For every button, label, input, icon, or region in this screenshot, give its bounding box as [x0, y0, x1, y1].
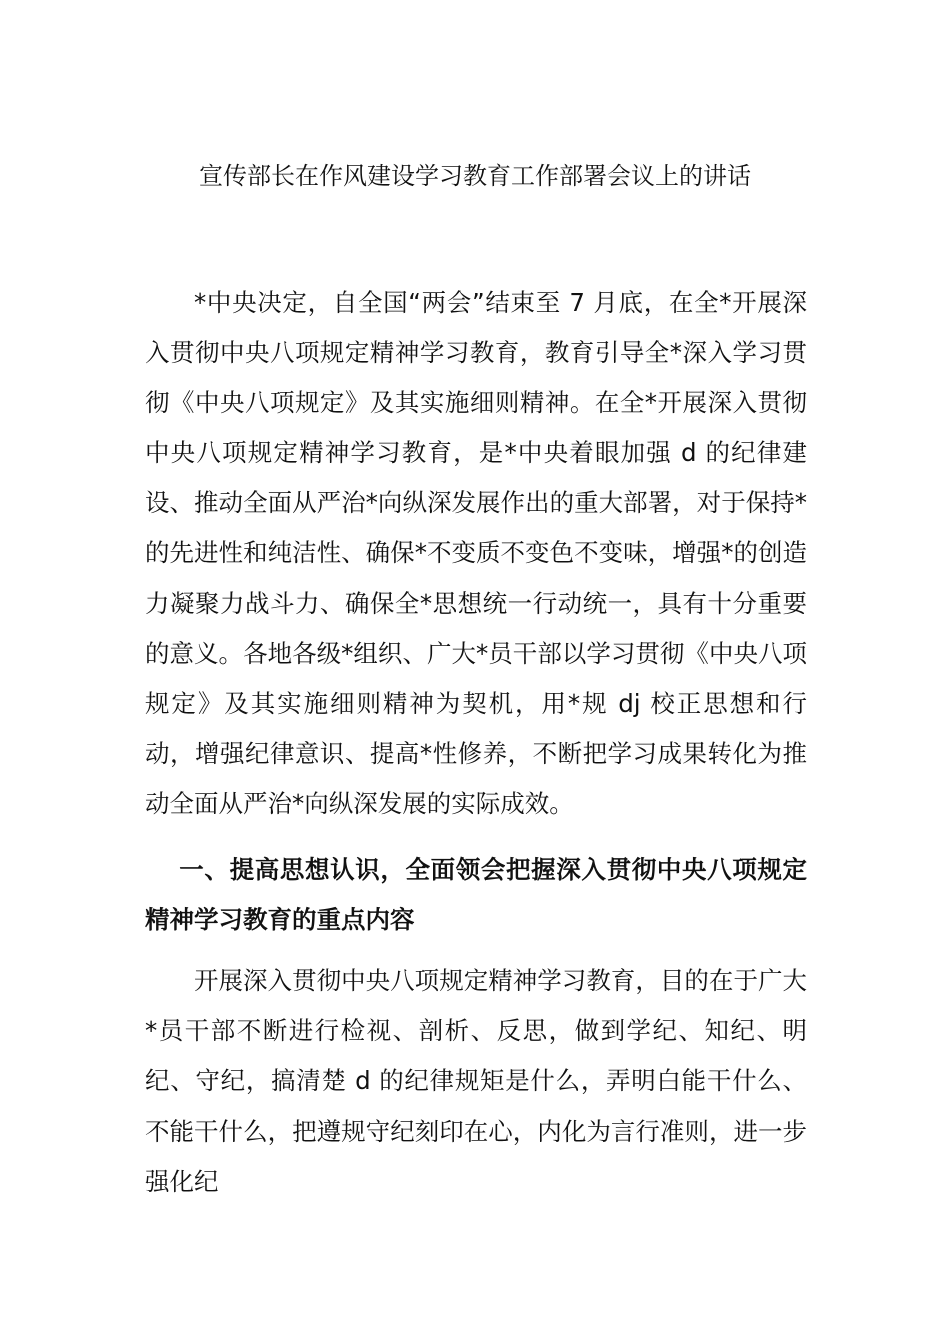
body-paragraph: 开展深入贯彻中央八项规定精神学习教育，目的在于广大*员干部不断进行检视、剖析、反思，做到学纪、知纪、明纪、守纪，搞清楚 d 的纪律规矩是什么，弄明白能干什么、不能干什么，把遵规守纪刻印在心，内化为言行准则，进一步强化纪: [145, 966, 807, 1196]
section-heading: 一、提高思想认识，全面领会把握深入贯彻中央八项规定精神学习教育的重点内容: [145, 855, 807, 935]
document-body: [145, 278, 807, 1207]
body-paragraph: *中央决定，自全国“两会”结束至 7 月底，在全*开展深入贯彻中央八项规定精神学习教育，教育引导全*深入学习贯彻《中央八项规定》及其实施细则精神。在全*开展深入贯彻中央八项规定精神学习教育，是*中央着眼加强 d 的纪律建设、推动全面从严治*向纵深发展作出的重大部署，对于保持*的先进性和纯洁性、确保*不变质不变色不变味，增强*的创造力凝聚力战斗力、确保全*思想统一行动统一，具有十分重要的意义。各地各级*组织、广大*员干部以学习贯彻《中央八项规定》及其实施细则精神为契机，用*规 dj 校正思想和行动，增强纪律意识、提高*性修养，不断把学习成果转化为推动全面从严治*向纵深发展的实际成效。: [145, 288, 807, 818]
document-title: 宣传部长在作风建设学习教育工作部署会议上的讲话: [199, 162, 751, 190]
